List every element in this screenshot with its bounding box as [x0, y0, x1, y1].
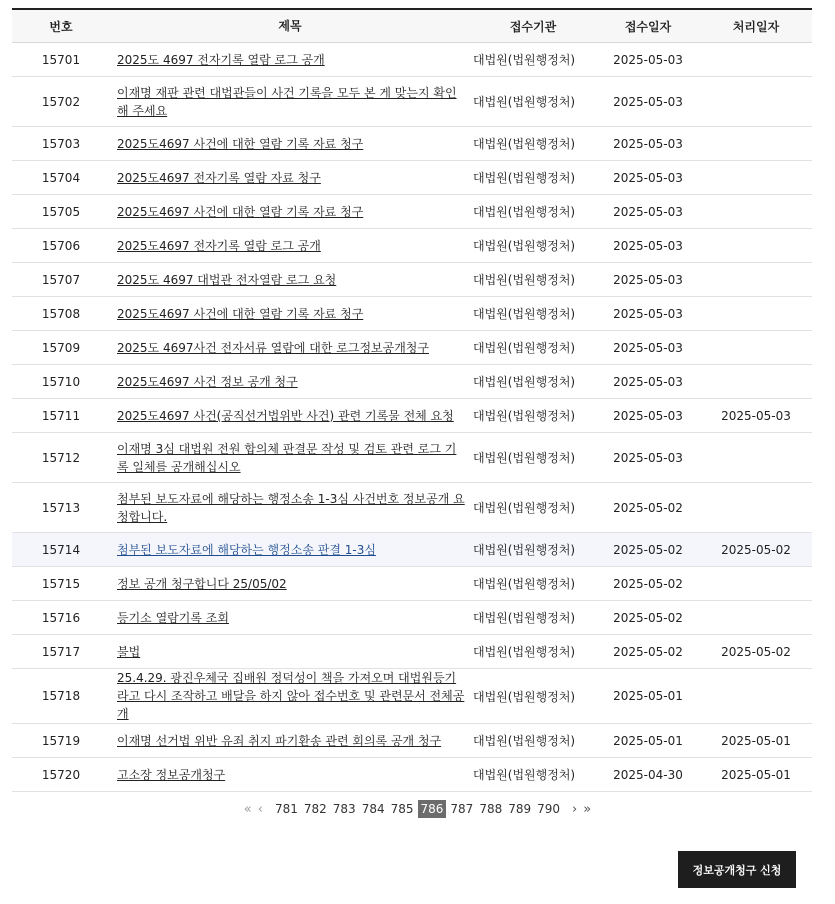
row-processed-date	[700, 483, 812, 533]
table-row	[12, 331, 812, 365]
table-row	[12, 433, 812, 483]
row-title-link[interactable]: 2025도4697 사건에 대한 열람 기록 자료 청구	[117, 136, 364, 151]
row-title-link[interactable]: 2025도 4697사건 전자서류 열람에 대한 로그정보공개청구	[117, 340, 429, 355]
row-processed-date	[700, 365, 812, 399]
table-row	[12, 601, 812, 635]
table-row	[12, 195, 812, 229]
row-title-link[interactable]: 정보 공개 청구합니다 25/05/02	[117, 576, 287, 591]
row-processed-date	[700, 297, 812, 331]
row-title-link[interactable]: 2025도4697 사건(공직선거법위반 사건) 관련 기록물 전체 요청	[117, 408, 454, 423]
table-row	[12, 161, 812, 195]
table-row	[12, 365, 812, 399]
header-number: 번호	[12, 9, 110, 43]
table-row	[12, 77, 812, 127]
header-processed-date: 처리일자	[700, 9, 812, 43]
row-number: 15702	[12, 77, 110, 127]
row-number: 15704	[12, 161, 110, 195]
row-number: 15710	[12, 365, 110, 399]
row-title-link[interactable]: 등기소 열람기록 조회	[117, 610, 229, 625]
row-number: 15713	[12, 483, 110, 533]
row-received-date: 2025-05-03	[596, 365, 700, 399]
row-organization: 대법원(법원행정처)	[470, 483, 596, 533]
row-received-date: 2025-04-30	[596, 758, 700, 792]
row-processed-date	[700, 263, 812, 297]
row-received-date: 2025-05-01	[596, 669, 700, 724]
table-row	[12, 483, 812, 533]
page-link[interactable]: 789	[508, 802, 532, 816]
row-title-link[interactable]: 첨부된 보도자료에 해당하는 행정소송 1-3심 사건번호 정보공개 요청합니다.	[117, 491, 465, 524]
header-organization: 접수기관	[470, 9, 596, 43]
row-organization: 대법원(법원행정처)	[470, 433, 596, 483]
page-link[interactable]: 781	[274, 802, 298, 816]
row-number: 15707	[12, 263, 110, 297]
row-number: 15718	[12, 669, 110, 724]
row-organization: 대법원(법원행정처)	[470, 195, 596, 229]
table-row	[12, 669, 812, 724]
row-received-date: 2025-05-03	[596, 331, 700, 365]
page-link[interactable]: 788	[479, 802, 503, 816]
table-row	[12, 635, 812, 669]
row-organization: 대법원(법원행정처)	[470, 77, 596, 127]
row-number: 15719	[12, 724, 110, 758]
row-received-date: 2025-05-03	[596, 263, 700, 297]
row-processed-date	[700, 601, 812, 635]
row-title-link[interactable]: 2025도4697 사건에 대한 열람 기록 자료 청구	[117, 204, 364, 219]
row-received-date: 2025-05-03	[596, 127, 700, 161]
row-processed-date	[700, 161, 812, 195]
row-processed-date	[700, 43, 812, 77]
row-number: 15703	[12, 127, 110, 161]
row-received-date: 2025-05-03	[596, 433, 700, 483]
row-received-date: 2025-05-02	[596, 533, 700, 567]
row-title-link[interactable]: 이재명 재판 관련 대법관들이 사건 기록을 모두 본 게 맞는지 확인해 주세요	[117, 85, 457, 118]
row-number: 15712	[12, 433, 110, 483]
row-number: 15717	[12, 635, 110, 669]
row-title-link[interactable]: 2025도4697 전자기록 열람 로그 공개	[117, 238, 321, 253]
row-organization: 대법원(법원행정처)	[470, 297, 596, 331]
row-organization: 대법원(법원행정처)	[470, 669, 596, 724]
row-title-link[interactable]: 2025도4697 사건에 대한 열람 기록 자료 청구	[117, 306, 364, 321]
table-row	[12, 263, 812, 297]
row-processed-date	[700, 127, 812, 161]
table-row	[12, 229, 812, 263]
row-processed-date: 2025-05-01	[700, 724, 812, 758]
row-processed-date	[700, 195, 812, 229]
row-organization: 대법원(법원행정처)	[470, 533, 596, 567]
row-received-date: 2025-05-03	[596, 229, 700, 263]
row-title-link[interactable]: 고소장 정보공개청구	[117, 767, 226, 782]
row-organization: 대법원(법원행정처)	[470, 758, 596, 792]
row-title-link[interactable]: 이재명 선거법 위반 유죄 취지 파기환송 관련 회의록 공개 청구	[117, 733, 442, 748]
apply-info-request-button[interactable]: 정보공개청구 신청	[678, 851, 796, 888]
row-title-link[interactable]: 이재명 3심 대법원 전원 합의체 판결문 작성 및 검토 관련 로그 기록 일체를 공개해십시오	[117, 441, 457, 474]
row-processed-date	[700, 229, 812, 263]
row-title-link[interactable]: 2025도4697 전자기록 열람 자료 청구	[117, 170, 321, 185]
row-number: 15715	[12, 567, 110, 601]
page-link[interactable]: 784	[361, 802, 385, 816]
row-received-date: 2025-05-02	[596, 635, 700, 669]
row-received-date: 2025-05-02	[596, 567, 700, 601]
row-processed-date: 2025-05-01	[700, 758, 812, 792]
table-row	[12, 297, 812, 331]
row-received-date: 2025-05-03	[596, 43, 700, 77]
row-processed-date	[700, 567, 812, 601]
double-chevron-right-icon[interactable]: »	[583, 801, 592, 817]
row-processed-date	[700, 331, 812, 365]
row-received-date: 2025-05-03	[596, 161, 700, 195]
row-received-date: 2025-05-03	[596, 399, 700, 433]
table-header-row	[12, 9, 812, 43]
row-received-date: 2025-05-03	[596, 297, 700, 331]
page-link-current[interactable]: 786	[418, 800, 447, 818]
row-organization: 대법원(법원행정처)	[470, 601, 596, 635]
row-number: 15705	[12, 195, 110, 229]
row-title-link[interactable]: 2025도4697 사건 정보 공개 청구	[117, 374, 298, 389]
row-organization: 대법원(법원행정처)	[470, 365, 596, 399]
header-title: 제목	[110, 9, 470, 43]
table-row	[12, 758, 812, 792]
row-received-date: 2025-05-02	[596, 601, 700, 635]
row-processed-date: 2025-05-03	[700, 399, 812, 433]
page-link[interactable]: 785	[390, 802, 414, 816]
row-number: 15720	[12, 758, 110, 792]
row-number: 15716	[12, 601, 110, 635]
row-number: 15714	[12, 533, 110, 567]
page-link[interactable]: 782	[303, 802, 327, 816]
row-processed-date: 2025-05-02	[700, 533, 812, 567]
row-organization: 대법원(법원행정처)	[470, 399, 596, 433]
chevron-right-icon[interactable]: ›	[572, 801, 578, 817]
page-link[interactable]: 787	[450, 802, 474, 816]
row-number: 15711	[12, 399, 110, 433]
row-organization: 대법원(법원행정처)	[470, 127, 596, 161]
row-processed-date	[700, 77, 812, 127]
row-received-date: 2025-05-03	[596, 77, 700, 127]
chevron-left-icon[interactable]: ‹	[257, 801, 263, 817]
row-organization: 대법원(법원행정처)	[470, 635, 596, 669]
table-row	[12, 127, 812, 161]
row-processed-date	[700, 433, 812, 483]
double-chevron-left-icon[interactable]: «	[243, 801, 252, 817]
row-processed-date: 2025-05-02	[700, 635, 812, 669]
header-received-date: 접수일자	[596, 9, 700, 43]
row-number: 15701	[12, 43, 110, 77]
table-row	[12, 43, 812, 77]
row-number: 15706	[12, 229, 110, 263]
row-title-link[interactable]: 첨부된 보도자료에 해당하는 행정소송 판결 1-3심	[117, 542, 376, 557]
row-title-link[interactable]: 2025도 4697 전자기록 열람 로그 공개	[117, 52, 325, 67]
row-title-link[interactable]: 25.4.29. 광진우체국 집배원 정덕성이 책을 가져오며 대법원등기라고 다시 조작하고 배달을 하지 않아 접수번호 및 관련문서 전체공개	[117, 671, 465, 721]
row-title-link[interactable]: 불법	[117, 644, 141, 659]
row-processed-date	[700, 669, 812, 724]
row-title-link[interactable]: 2025도 4697 대법관 전자열람 로그 요청	[117, 272, 337, 287]
row-received-date: 2025-05-03	[596, 195, 700, 229]
row-organization: 대법원(법원행정처)	[470, 43, 596, 77]
row-organization: 대법원(법원행정처)	[470, 331, 596, 365]
page-link[interactable]: 783	[332, 802, 356, 816]
row-organization: 대법원(법원행정처)	[470, 567, 596, 601]
table-row	[12, 567, 812, 601]
table-row	[12, 399, 812, 433]
row-organization: 대법원(법원행정처)	[470, 229, 596, 263]
table-row	[12, 724, 812, 758]
pagination	[0, 798, 835, 820]
request-list-table	[12, 8, 812, 792]
row-number: 15708	[12, 297, 110, 331]
row-organization: 대법원(법원행정처)	[470, 161, 596, 195]
page-link[interactable]: 790	[537, 802, 561, 816]
row-organization: 대법원(법원행정처)	[470, 263, 596, 297]
row-number: 15709	[12, 331, 110, 365]
row-received-date: 2025-05-01	[596, 724, 700, 758]
row-organization: 대법원(법원행정처)	[470, 724, 596, 758]
table-row-hovered	[12, 533, 812, 567]
row-received-date: 2025-05-02	[596, 483, 700, 533]
